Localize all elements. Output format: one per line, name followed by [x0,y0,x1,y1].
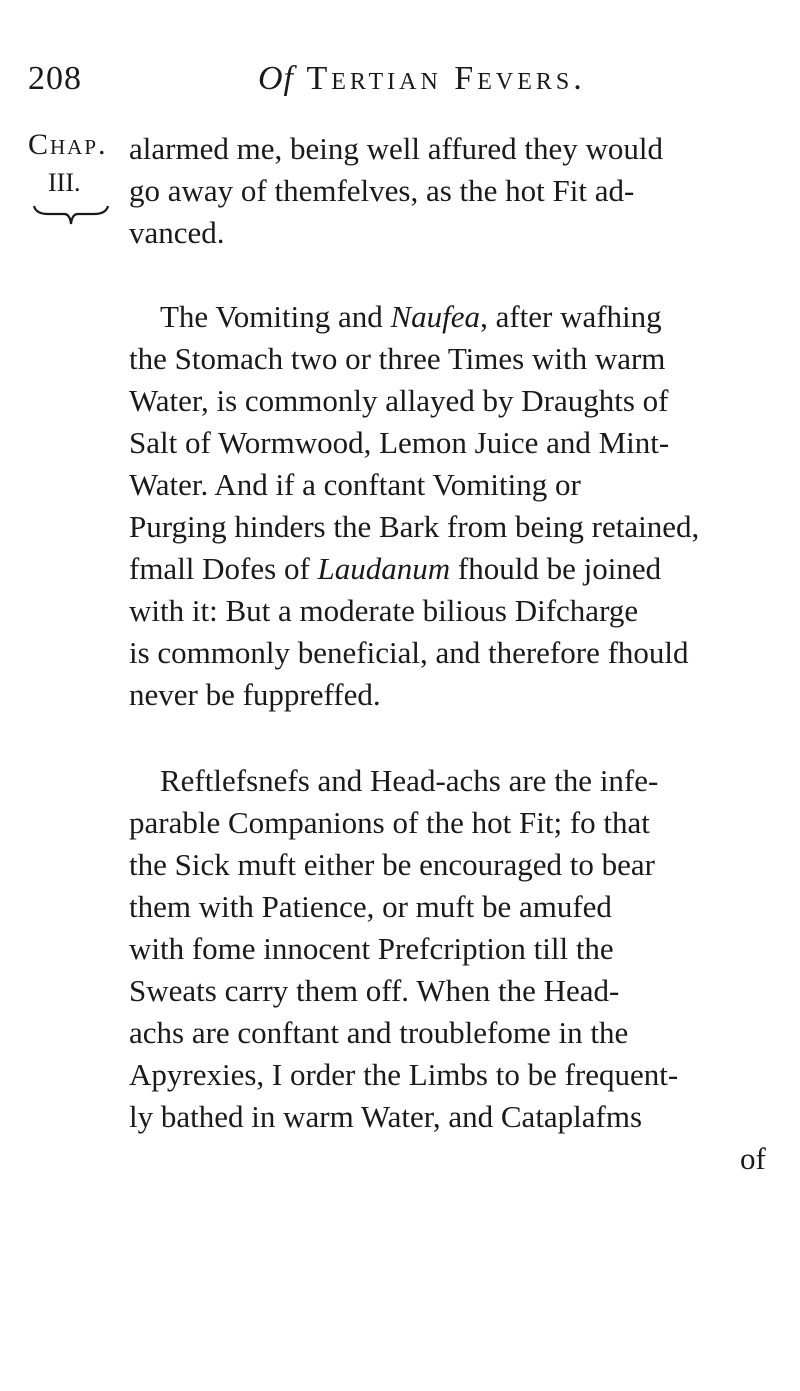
text-line: go away of themfelves, as the hot Fit ad- [129,173,635,208]
text-line: alarmed me, being well affured they would [129,131,663,166]
text-line: Water. And if a conftant Vomiting or [129,467,581,502]
text-line: Sweats carry them off. When the Head- [129,973,620,1008]
running-head-title: Tertian Fevers. [306,60,586,97]
running-head-prefix: Of [258,60,294,97]
text-line: with it: But a moderate bilious Difcharge [129,593,639,628]
brace-ornament [32,204,110,226]
page-header [28,52,778,112]
margin-chapter-number: III. [48,168,81,197]
catchword: of [740,1141,766,1176]
text-line: ly bathed in warm Water, and Cataplafms [129,1099,643,1134]
text-line: with fome innocent Prefcription till the [129,931,614,966]
text-line: the Stomach two or three Times with warm [129,341,666,376]
text-line: Salt of Wormwood, Lemon Juice and Mint- [129,425,670,460]
running-head [258,60,586,98]
text-line: the Sick muft either be encouraged to bear [129,847,655,882]
margin-note [28,128,123,197]
text-line: never be fuppreffed. [129,677,381,712]
text-line: Water, is commonly allayed by Draughts of [129,383,669,418]
text-line: vanced. [129,215,225,250]
text-line: achs are conftant and troublefome in the [129,1015,629,1050]
text-line: them with Patience, or muft be amufed [129,889,612,924]
text-line: is commonly beneficial, and therefore fhould [129,635,689,670]
text-line: The Vomiting and Naufea, after wafhing [160,299,662,334]
text-line: Reftlefsnefs and Head-achs are the infe- [160,763,659,798]
text-line: fmall Dofes of Laudanum fhould be joined [129,551,662,586]
text-line: Purging hinders the Bark from being retained, [129,509,700,544]
page-number: 208 [28,60,82,97]
margin-chap: Chap. [28,128,108,161]
text-line: Apyrexies, I order the Limbs to be frequent- [129,1057,679,1092]
text-line: parable Companions of the hot Fit; fo that [129,805,650,840]
